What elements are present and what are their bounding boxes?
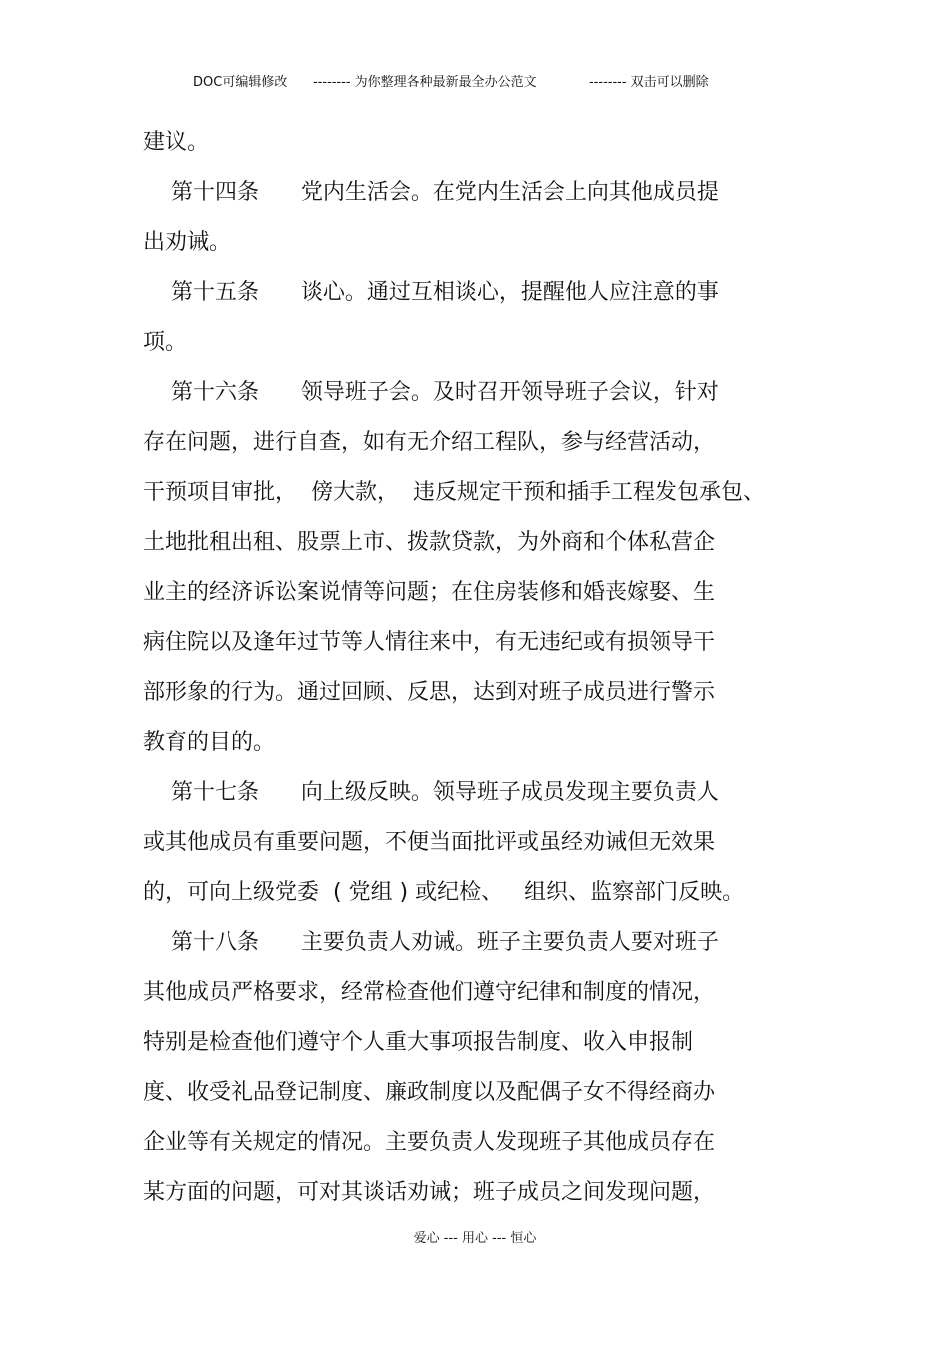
body-line: 第十五条 谈心。通过互相谈心，提醒他人应注意的事 — [143, 280, 719, 305]
body-line: 企业等有关规定的情况。主要负责人发现班子其他成员存在 — [143, 1130, 716, 1155]
body-line: 第十六条 领导班子会。及时召开领导班子会议，针对 — [143, 380, 719, 405]
body-line: 部形象的行为。通过回顾、反思，达到对班子成员进行警示 — [143, 680, 716, 705]
body-line: 干预项目审批， 傍大款， 违反规定干预和插手工程发包承包、 — [143, 480, 765, 505]
header-middle-label: -------- 为你整理各种最新最全办公范文 — [313, 75, 537, 90]
header-right-label: -------- 双击可以删除 — [589, 75, 709, 90]
body-line: 度、收受礼品登记制度、廉政制度以及配偶子女不得经商办 — [143, 1080, 716, 1105]
body-line: 某方面的问题，可对其谈话劝诫；班子成员之间发现问题， — [143, 1180, 716, 1205]
body-line: 特别是检查他们遵守个人重大事项报告制度、收入申报制 — [143, 1030, 694, 1055]
body-line: 建议。 — [143, 130, 210, 155]
body-line: 土地批租出租、股票上市、拨款贷款，为外商和个体私营企 — [143, 530, 716, 555]
header-doc-label: DOC可编辑修改 — [193, 75, 288, 90]
body-line: 第十七条 向上级反映。领导班子成员发现主要负责人 — [143, 780, 719, 805]
body-line: 项。 — [143, 330, 188, 355]
body-line: 病住院以及逢年过节等人情往来中，有无违纪或有损领导干 — [143, 630, 716, 655]
body-line: 的，可向上级党委 ( 党组 ) 或纪检、 组织、监察部门反映。 — [143, 880, 745, 905]
body-line: 或其他成员有重要问题，不便当面批评或虽经劝诫但无效果 — [143, 830, 716, 855]
body-line: 存在问题，进行自查，如有无介绍工程队，参与经营活动， — [143, 430, 716, 455]
body-line: 第十八条 主要负责人劝诫。班子主要负责人要对班子 — [143, 930, 719, 955]
page-header — [0, 72, 950, 94]
page-footer: 爱心 --- 用心 --- 恒心 — [413, 1231, 537, 1246]
body-line: 出劝诫。 — [143, 230, 232, 255]
body-line: 业主的经济诉讼案说情等问题；在住房装修和婚丧嫁娶、生 — [143, 580, 716, 605]
body-line: 教育的目的。 — [143, 730, 276, 755]
body-line: 其他成员严格要求，经常检查他们遵守纪律和制度的情况， — [143, 980, 716, 1005]
body-line: 第十四条 党内生活会。在党内生活会上向其他成员提 — [143, 180, 719, 205]
